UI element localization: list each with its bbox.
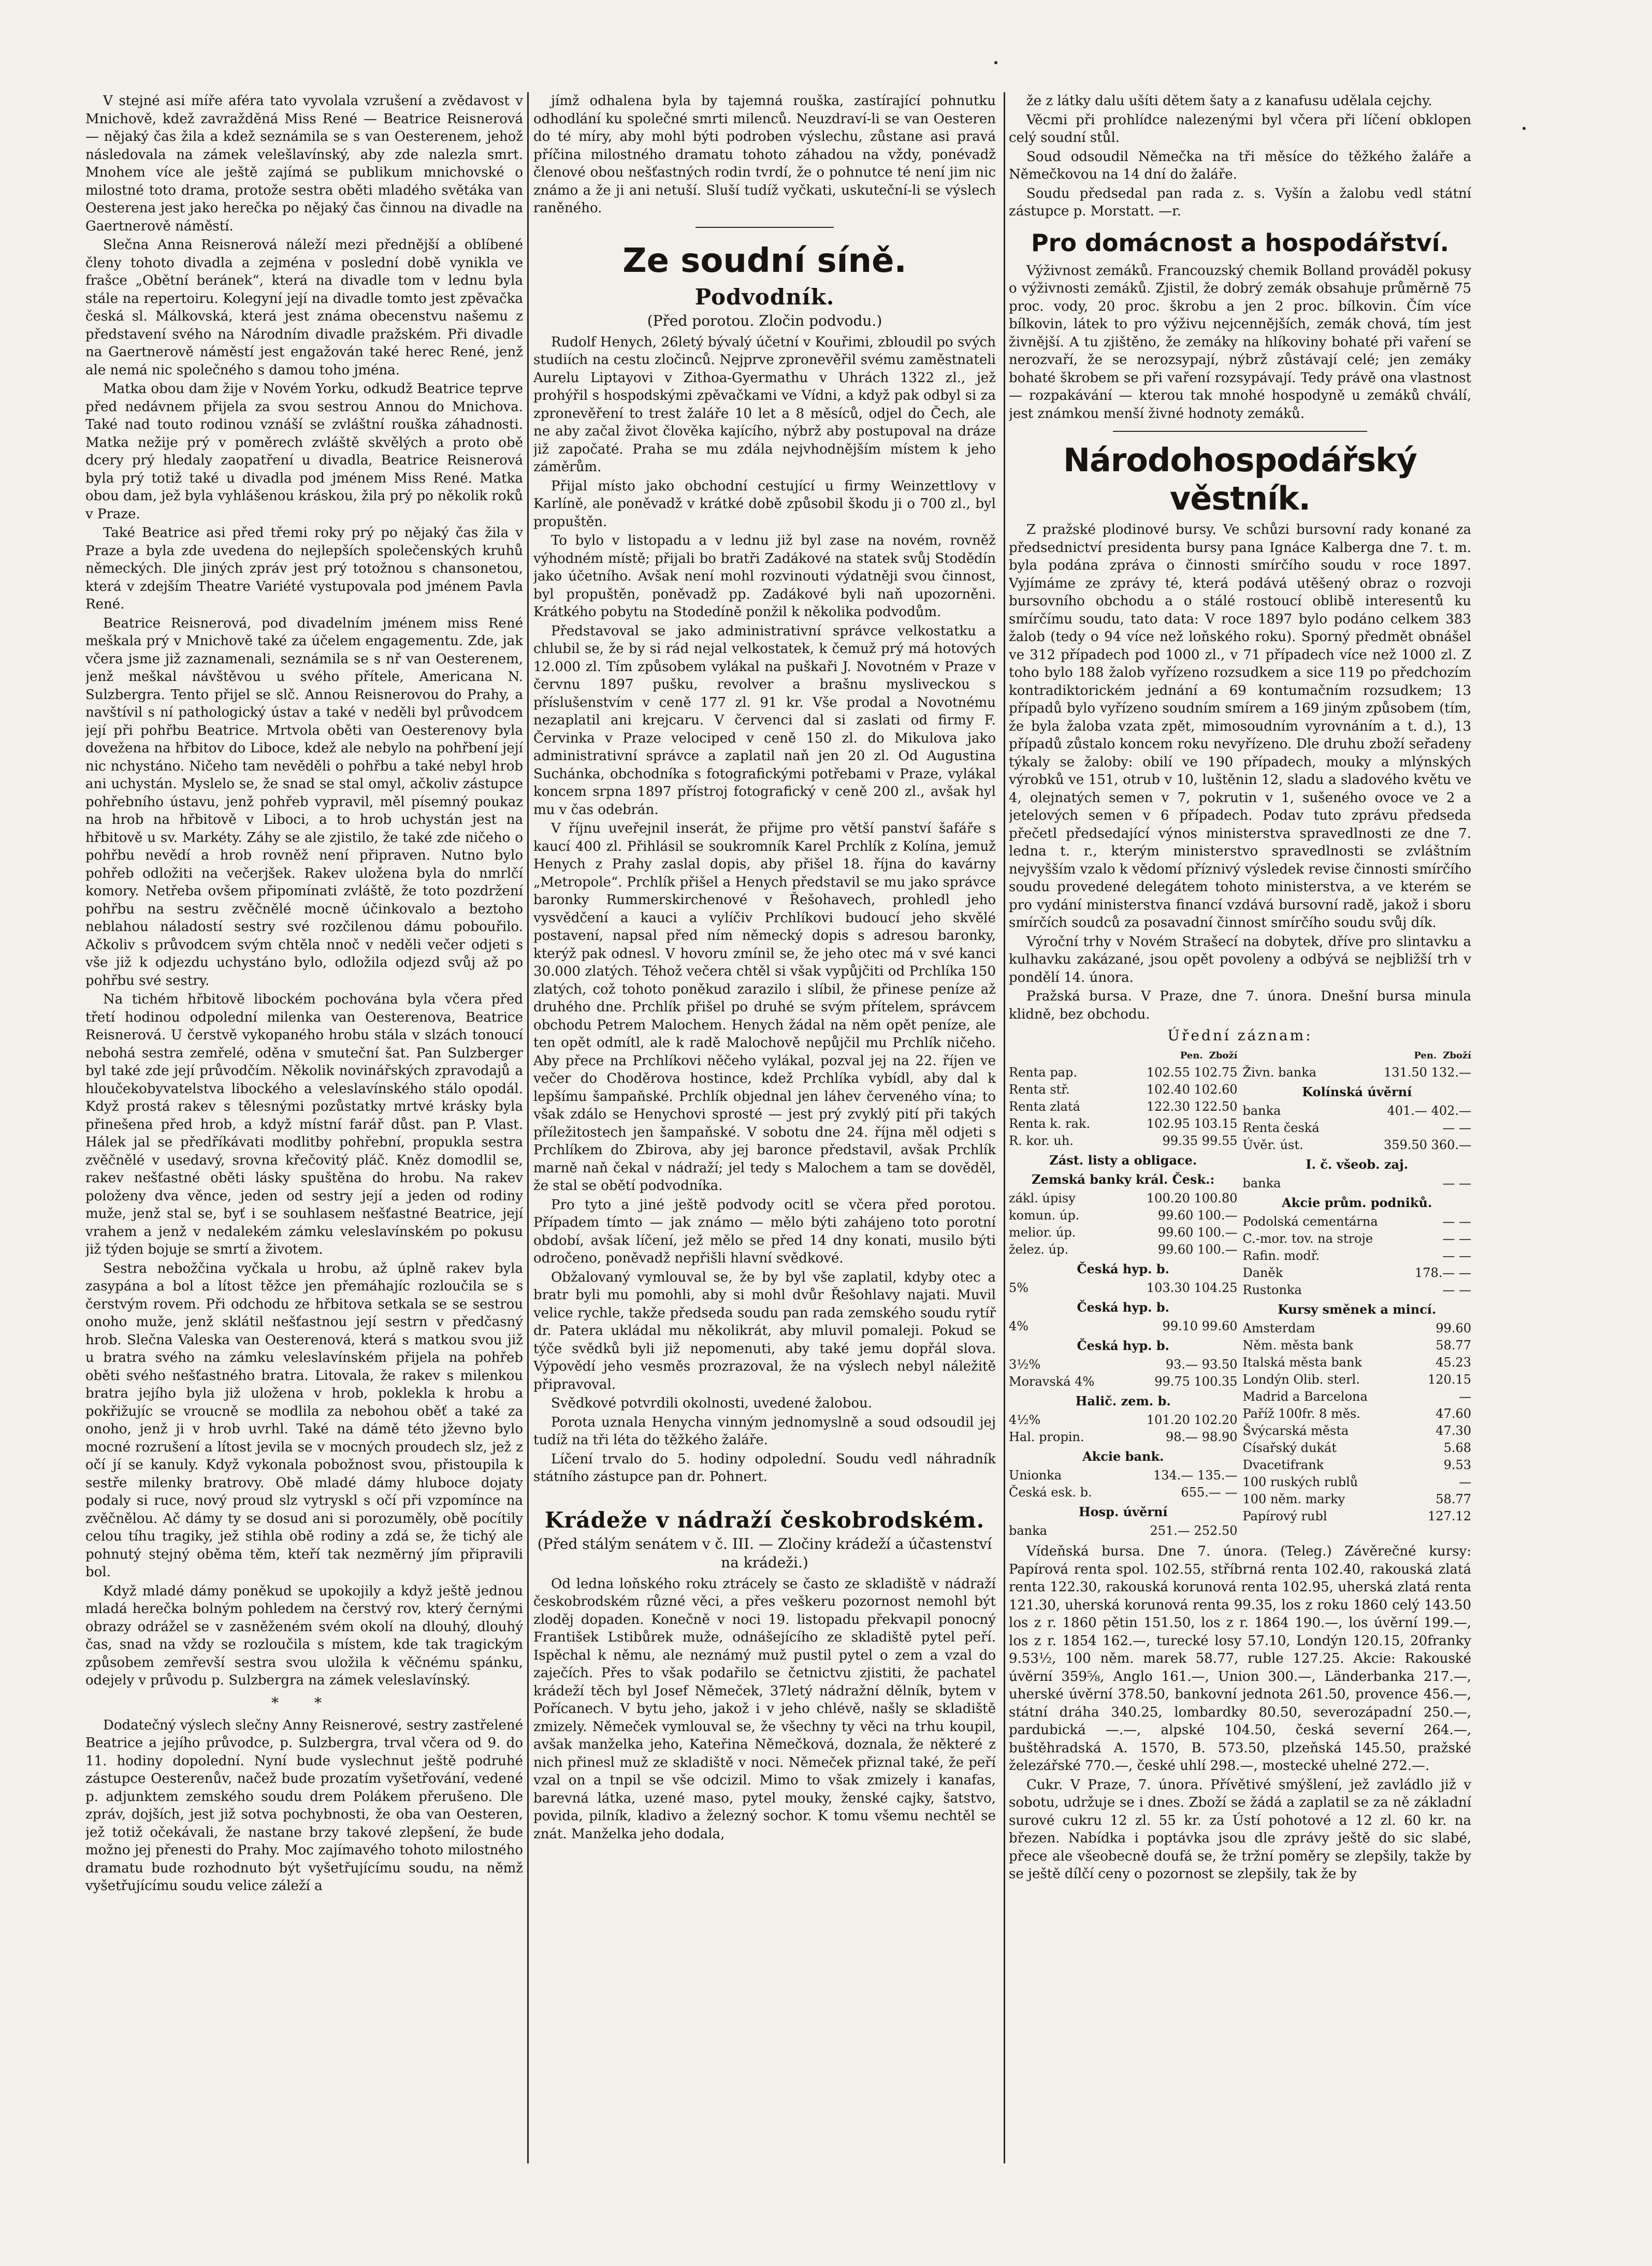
column-header: Zboží [1443, 1050, 1471, 1061]
row-value: — — [1442, 1214, 1471, 1229]
row-label: Dvacetifrank [1242, 1458, 1324, 1472]
row-label: Moravská 4% [1009, 1374, 1095, 1389]
section-title: Ze soudní síně. [622, 241, 907, 280]
table-row [1243, 1102, 1472, 1120]
row-label: Halič. zem. b. [1075, 1393, 1171, 1408]
table-row [1243, 1265, 1472, 1282]
row-value: 99.10 99.60 [1162, 1319, 1238, 1333]
table-header [1009, 1047, 1238, 1064]
table-row [1243, 1474, 1472, 1491]
paragraph: Přijal místo jako obchodní cestující u firmy Weinzettlovy v Karlíně, ale poněvadž v krátké době způsobil škodu ji o 700 zl., byl propuštěn. [533, 478, 996, 530]
row-label: Renta stř. [1009, 1082, 1070, 1097]
table-subheading [1243, 1194, 1472, 1211]
row-label: C.-mor. tov. na stroje [1242, 1231, 1373, 1246]
table-column-left [1009, 1047, 1238, 1539]
row-label: banka [1242, 1103, 1281, 1118]
table-row [1243, 1457, 1472, 1474]
row-value: 99.35 99.55 [1162, 1134, 1238, 1148]
row-label: Amsterdam [1242, 1321, 1315, 1335]
row-label: Unionka [1009, 1468, 1062, 1483]
column-header: Pen. [1180, 1050, 1203, 1061]
paragraph: jímž odhalena byla by tajemná rouška, zastírající pohnutku odhodlání ku společné smrti milenců. Neuzdraví-li se van Oesteren do té míry, aby mohl býti podroben výslechu, zůstane asi pravá příčina milostného dramatu tohoto záhadou na vždy, ponévadž členové obou nešťastných rodin tvrdí, že o pohnutce té není jim nic známo a že ji ani netuší. Sluší tudíž vyčkati, uskuteční-li se výslech raněného. [533, 93, 996, 216]
row-value: 5.68 [1443, 1441, 1471, 1455]
row-label: Rustonka [1242, 1283, 1302, 1297]
paragraph: Vídeňská bursa. Dne 7. února. (Teleg.) Závěrečné kursy: Papírová renta spol. 102.55, stříbrná renta 102.40, rakouská zlatá renta 122.30, rakouská korunová renta 102.95, uherská zlatá renta 121.30, uherská korunová renta 99.35, los z roku 1860 celý 143.50 los z r. 1860 pětin 151.50, los z r. 1864 190.—, los úvěrní 199.—, los z r. 1854 162.—, turecké losy 57.10, Londýn 120.15, 20franky 9.53½, 100 něm. marek 58.77, ruble 127.25. Akcie: Rakouské úvěrní 359⅝, Anglo 161.—, Union 300.—, Länderbanka 217.—, uherské úvěrní 378.50, bankovní jednota 261.50, provence 456.—, státní dráha 340.25, lombardky 80.50, severozápadní 250.—, pardubická —.—, alpské 104.50, česká severní 264.—, buštěhradská A. 1570, B. 573.50, plzeňská 145.50, pražské železářské 770.—, české uhlí 298.—, mostecké uhelné 272.—. [1009, 1544, 1471, 1774]
row-label: Renta zlatá [1009, 1099, 1080, 1114]
paragraph: Beatrice Reisnerová, pod divadelním jménem miss René meškala prý v Mnichově také za účelem engagementu. Zde, jak včera jsme již zaznamenali, seznámila se s nř van Oesterenem, jenž meškal návštěvou u svého přítele, Americana N. Sulzbergra. Tento přijel se slč. Annou Reisnerovou do Prahy, a navštívil s ní pathologický ústav a také v neděli byl průvodcem její při pohřbu Beatrice. Mrtvola oběti van Oesterenovy byla dovežena na hřbitov do Liboce, kdež ale nebylo na pohřbení její nic nchystáno. Ničeho tam nevěděli o pohřbu a také nebyl hrob ani uchystán. Myslelo se, že snad se stal omyl, ačkoliv zástupce pohřebního ústavu, jenž pohřeb vypravil, měl písemný poukaz na hrob na hřbitově v Liboci, a to hrob uchystán jest na hřbitově u sv. Markéty. Záhy se ale zjistilo, že také zde ničeho o pohřbu nevědí a hrob rovněž není připraven. Nutno bylo pohřeb odložiti na večerjšek. Rakev uložena byla do nmrlčí komory. Netřeba ovšem připomínati zvláště, že toto pozdržení pohřbu na sestru zvěčnělé mocně účinkovalo a beztoho neblahou náladostí sestry své rozčilenou dámu pobouřilo. Ačkoliv s průvodcem svým chtěla nnoč v neděli večer odjeti s vše již k odjezdu uchystáno bylo, odložila odjezd svůj až po pohřbu své sestry. [85, 615, 523, 989]
table-row [1009, 1132, 1238, 1150]
section-separator: * * [271, 1694, 337, 1711]
table-row [1009, 1318, 1238, 1335]
table-heading: Úřední záznam: [1167, 1027, 1313, 1044]
table-row [1009, 1429, 1238, 1446]
row-value: 127.12 [1428, 1509, 1471, 1523]
paragraph: Rudolf Henych, 26letý bývalý účetní v Kouřimi, zbloudil po svých studiích na cestu zločinců. Nejprve zpronevěřil svému zaměstnateli Aurelu Liptayovi v Zithoa-Gyermathu v Uhrách 1322 zl., jež prohýřil s hospodskými zpěvačkami ve Vídni, a když pak odbyl si za zpronevěření to trest žaláře 10 let a 8 měsíců, odjel do Čech, ale ne aby začal život člověka kajícího, nýbrž aby postupoval na dráze již započaté. Praha se mu zdála nejvhodnějším místem k jeho záměrům. [533, 334, 996, 475]
paragraph: V říjnu uveřejnil inserát, že přijme pro větší panství šafáře s kaucí 400 zl. Přihlásil se soukromník Karel Prchlík z Kolína, jemuž Henych z Prahy zaslal dopis, aby přišel 18. října do kavárny „Metropole“. Prchlík přišel a Henych představil se mu jako správce baronky Rummerskirchenové v Řešohavech, prohledl jeho vysvědčení a kauci a vylíčiv Prchlíkovi budoucí jeho skvělé postavení, napsal před ním německý dopis s adresou baronky, kterýž pak odnesl. V hovoru zmínil se, že jeho otec má v své kanci 30.000 zlatých. Téhož večera chtěl si však vypůjčiti od Prchlíka 150 zlatých, což tohoto poněkud zarazilo i slíbil, že přinese peníze až druhého dne. Prchlík přišel po druhé se svým přítelem, správcem obchodu Petrem Malochem. Henych žádal na něm opět peníze, ale ten opět odmítl, ale k radě Malochově nepůjčil mu Prchlík ničeho. Aby přece na Prchlíkovi něčeho vylákal, pozval jej na 22. říjen ve večer do Choděrova hostince, kdež Prchlíka vybídl, aby dal k lepšímu šampaňské. Prchlík objednal jen láhev červeného vína; to však zdálo se Henychovi sprosté — jest prý zvyklý pití při takých příležitostech jen šampaňské. V sobotu dne 24. října měl odjeti s Prchlíkem do Zbirova, aby jej baronce představil, avšak Prchlík marně naň čekal v nádraží; jel tedy s Malochem a tam se dověděl, že stal se obětí podvodníka. [533, 821, 996, 1194]
paragraph: Porota uznala Henycha vinným jednomyslně a soud odsoudil jej tudíž na tři léta do těžkého žaláře. [533, 1414, 996, 1448]
table-row [1243, 1405, 1472, 1422]
row-label: Česká hyp. b. [1077, 1300, 1169, 1315]
row-label: Švýcarská města [1242, 1423, 1349, 1438]
article-caption: (Před stálým senátem v č. III. — Zločiny krádeží a účastenství na krádeži.) [537, 1535, 992, 1571]
table-row [1009, 1115, 1238, 1132]
divider [1113, 431, 1367, 432]
table-row [1243, 1064, 1472, 1081]
table-row [1243, 1230, 1472, 1247]
table-subheading [1009, 1503, 1238, 1520]
paragraph: Soud odsoudil Němečka na tři měsíce do těžkého žaláře a Němečkovou na 14 dní do žaláře. [1009, 149, 1471, 182]
column-3 [1009, 92, 1471, 2226]
article-title: Podvodník. [694, 284, 835, 310]
column-header: Pen. [1414, 1050, 1437, 1061]
table-row [1243, 1508, 1472, 1525]
paragraph: Na tichém hřbitově libockém pochována byla včera před třetí hodinou odpolední milenka van Oesterenova, Beatrice Reisnerová. U čerstvě vykopaného hrobu stála v slzách tonoucí nebohá sestra zemřelé, oděna v smuteční šat. Pan Sulzberger byl také zde její průvodčím. Několik novinářských zpravodajů a hloučekobyvatelstva libockého a veleslavínského stálo opodál. Když prostá rakev s tělesnými pozůstatky mrtvé krásky byla přinešena před hrob, a když místní farář důst. pan P. Vlast. Hálek jal se předříkávati modlitby pohřební, propukla sestra zvěčnělé v usedavý, srovna křečovitý pláč. Kněz domodlil se, rakev nešťastné oběti lásky spuštěna do hrobu. Na rakev položeny dva věnce, jeden od sestry její a jeden od rodiny muže, jenž stal se, byť i se souhlasem nešťastné Beatrice, její vrahem a jenž v nedalekém zámku veleslavínském po pokusu již týden bojuje se smrtí a životem. [85, 992, 523, 1257]
row-label: zákl. úpisy [1009, 1191, 1076, 1205]
table-row [1009, 1224, 1238, 1241]
table-subheading [1009, 1448, 1238, 1465]
table-row [1243, 1337, 1472, 1354]
table-row [1243, 1422, 1472, 1440]
paragraph: Výroční trhy v Novém Strašecí na dobytek, dříve pro slintavku a kulhavku zakázané, jsou opět povoleny a odbývá se nejbližší trh v pondělí 14. února. [1009, 934, 1471, 985]
paragraph: Matka obou dam žije v Novém Yorku, odkudž Beatrice teprve před nedávnem přijela za svou sestrou Annou do Mnichova. Také nad touto rodinou vznáší se zvláštní rouška záhadnosti. Matka nežije prý v poměrech zvláště skvělých a proto obě dcery prý hledaly zaopatření u divadla, Beatrice Reisnerová byla prý totiž také u divadla pod jménem Miss René. Matka obou dam, jež byla vyhlášenou kráskou, žila prý po několik roků v Praze. [85, 381, 523, 522]
paragraph: Pražská bursa. V Praze, dne 7. února. Dnešní bursa minula klidně, bez obchodu. [1009, 989, 1471, 1022]
table-row [1243, 1137, 1472, 1154]
row-value: 102.55 102.75 [1146, 1065, 1238, 1080]
row-value: 134.— 135.— [1153, 1468, 1238, 1483]
row-value: 47.30 [1436, 1423, 1471, 1438]
row-value: 98.— 98.90 [1165, 1430, 1238, 1444]
table-row [1009, 1412, 1238, 1429]
row-label: Renta pap. [1009, 1065, 1077, 1080]
row-label: Hosp. úvěrní [1078, 1504, 1168, 1519]
row-label: Podolská cementárna [1242, 1214, 1378, 1229]
row-label: Něm. města bank [1242, 1338, 1354, 1353]
row-label: Česká hyp. b. [1077, 1338, 1169, 1353]
row-label: Zemská banky král. Česk.: [1032, 1172, 1215, 1187]
table-subheading [1243, 1156, 1472, 1173]
table-row [1243, 1388, 1472, 1405]
row-label: Papírový rubl [1242, 1509, 1327, 1523]
table-row [1009, 1467, 1238, 1484]
row-value: — — [1442, 1283, 1471, 1297]
paragraph: Dodatečný výslech slečny Anny Reisnerové, sestry zastřelené Beatrice a jejího průvodce, p. Sulzbergra, trval včera od 9. do 11. hodiny dopolední. Nyní bude vyslechnut ještě podruhé zástupce Oesterenův, načež bude prozatím vyšetřování, vedené p. adjunktem zemského soudu drem Polákem přerušeno. Dle zpráv, dojších, jest již sotva pochybnosti, že oba van Oesteren, jež totiž očekávali, že nastane brzy takové zlepšení, že bude možno jej přenesti do Prahy. Moc zajímavého tohoto milostného dramatu bude rozhodnuto být vyšetřujícímu soudu, na němž vyšetřujícímu soudu velice záleží a [85, 1717, 523, 1894]
row-label: Akcie prům. podniků. [1282, 1195, 1432, 1210]
paragraph: Výživnost zemáků. Francouzský chemik Bolland prováděl pokusy o výživnosti zemáků. Zjistil, že dobrý zemák obsahuje průměrně 75 proc. vody, 20 proc. škrobu a jen 2 proc. bílkovin. Čím více bílkovin, látek to pro výživu nejcennějších, zemák chová, tím jest živnější. A tu zjištěno, že zemáky na hlíkoviny bohaté při vaření se nerozvaří, že se nerozsypají, nýbrž zůstávají celé; jen zemáky bohaté škrobem se při vaření rozsypávají. Tedy právě ona vlastnost — rozpakávání — kterou tak mnohé hospodyně u zemáků chválí, jest známkou menší živné hodnoty zemáků. [1009, 263, 1471, 422]
table-row [1243, 1491, 1472, 1508]
table-row [1009, 1241, 1238, 1258]
row-label: R. kor. uh. [1009, 1134, 1074, 1148]
row-value: 131.50 132.— [1383, 1065, 1471, 1080]
table-row [1009, 1190, 1238, 1207]
row-label: Kolínská úvěrní [1302, 1084, 1412, 1099]
table-row [1009, 1484, 1238, 1501]
row-value: 359.50 360.— [1383, 1138, 1471, 1152]
row-label: 5% [1009, 1281, 1029, 1295]
row-label: Akcie bank. [1082, 1449, 1164, 1464]
row-label: Renta k. rak. [1009, 1116, 1091, 1131]
row-label: banka [1242, 1176, 1281, 1190]
table-row [1009, 1522, 1238, 1539]
row-value: 99.60 100.— [1157, 1208, 1238, 1223]
row-value: 58.77 [1436, 1338, 1471, 1353]
row-label: 3½% [1009, 1357, 1041, 1372]
row-value: 99.60 [1436, 1321, 1471, 1335]
paragraph: Také Beatrice asi před třemi roky prý po nějaký čas žila v Praze a byla zde uvedena do nejlepších společenských kruhů německých. Dle jiných zpráv jest prý totožnou s chansonetou, která v zdejším Theatre Variété vystupovala pod jménem Pavla René. [85, 525, 523, 612]
row-label: Madrid a Barcelona [1242, 1389, 1368, 1404]
column-2 [533, 92, 996, 2226]
section-title: Národohospodářský věstník. [1063, 441, 1417, 517]
table-header [1243, 1047, 1472, 1064]
row-value: 102.40 102.60 [1146, 1082, 1238, 1097]
table-row [1009, 1356, 1238, 1373]
paragraph: Cukr. V Praze, 7. února. Přívětivé smýšlení, jež zavládlo již v sobotu, udržuje se i dnes. Zboží se žádá a zaplatil se za ně základní surové cukru 12 zl. 55 kr. za Ústí pohotové a 12 zl. 60 kr. na březen. Nabídka i poptávka jsou dle zprávy ještě do sic slabé, přece ale všeobecně doufá se, že tržní poměry se zlepšily, takže by se ještě dílčí ceny o pozornost se zlepšily, tak že by [1009, 1777, 1471, 1882]
table-row [1243, 1320, 1472, 1337]
table-row [1009, 1373, 1238, 1390]
row-value: 100.20 100.80 [1146, 1191, 1238, 1205]
table-row [1243, 1371, 1472, 1388]
paragraph: Věcmi při prohlídce nalezenými byl včera při líčení obklopen celý soudní stůl. [1009, 112, 1471, 146]
row-label: Úvěr. úst. [1242, 1138, 1303, 1152]
table-row [1009, 1280, 1238, 1297]
row-label: Hal. propin. [1009, 1430, 1084, 1444]
row-label: Česká hyp. b. [1077, 1261, 1169, 1276]
row-label: melior. úp. [1009, 1225, 1076, 1240]
row-value: 120.15 [1428, 1372, 1471, 1387]
row-label: banka [1009, 1523, 1047, 1538]
row-value: — [1459, 1389, 1471, 1404]
row-label: Rafin. modř. [1242, 1248, 1320, 1263]
table-row [1009, 1081, 1238, 1098]
row-label: Paříž 100fr. 8 měs. [1242, 1406, 1360, 1421]
row-value: 102.95 103.15 [1146, 1116, 1238, 1131]
row-label: 4½% [1009, 1413, 1041, 1427]
row-value: 58.77 [1436, 1492, 1471, 1506]
table-row [1243, 1175, 1472, 1192]
paragraph: Soudu předsedal pan rada z. s. Vyšín a žalobu vedl státní zástupce p. Morstatt. —r. [1009, 185, 1471, 219]
row-value: 122.30 122.50 [1146, 1099, 1238, 1114]
table-subheading [1009, 1392, 1238, 1410]
row-label: komun. úp. [1009, 1208, 1080, 1223]
paragraph: Svědkové potvrdili okolnosti, uvedené žalobou. [551, 1396, 873, 1411]
table-row [1243, 1247, 1472, 1265]
table-subheading [1243, 1083, 1472, 1100]
row-value: 401.— 402.— [1387, 1103, 1471, 1118]
column-divider [1004, 92, 1005, 2163]
row-label: Londýn Olib. sterl. [1242, 1372, 1360, 1387]
row-value: 45.23 [1436, 1355, 1471, 1370]
paragraph: Pro tyto a jiné ještě podvody ocitl se včera před porotou. Případem tímto — jak známo — mělo býti zahájeno toto porotní období, avšak líčení, jež mělo se před 14 dny konati, musilo býti odročeno, poněvadž nepřišli hlavní svědkové. [533, 1197, 996, 1266]
column-1 [85, 92, 523, 2226]
row-value: — — [1442, 1231, 1471, 1246]
row-value: 103.30 104.25 [1146, 1281, 1238, 1295]
row-label: Živn. banka [1242, 1065, 1317, 1080]
paragraph: Z pražské plodinové bursy. Ve schůzi bursovní rady konané za předsednictví presidenta bursy pana Ignáce Kalberga dne 7. t. m. byla podána zpráva o činnosti smírčího soudu v roce 1897. Vyjímáme ze zprávy té, která podává utěšený obraz o rozvoji bursovního obchodu a o stálé rostoucí oblibě interesentů ku smírčímu soudu, tato data: V roce 1897 bylo podáno celkem 383 žalob (tedy o 94 více než loňského roku). Sporný předmět obnášel ve 312 případech pod 1000 zl., v 71 případech více než 1000 zl. Z toho bylo 188 žalob vyřízeno rozsudkem a sice 119 po předchozím kontradiktorickém jednání a 69 kontumačním rozsudkem; 13 případů bylo vyřízeno soudním smírem a 169 jiným způsobem (tím, že byla žaloba vzata zpět, mimosoudním vyrovnáním a t. d.), 13 případů zůstalo koncem roku nevyřízeno. Dle druhu zboží seřadeny týkaly se žaloby: obilí ve 190 případech, mouky a mlýnských výrobků ve 151, otrub v 10, luštěnin 12, sladu a sladového květu ve 4, olejnatých semen v 7, pokrutin v 1, sušeného ovoce ve 2 a jetelových semen v 6 případech. Podav tuto zprávu předseda přečetl předsedající výnos ministerstva spravedlnosti ze dne 7. ledna t. r., kterým ministerstvo spravedlnosti se zvláštním nejvyšším vzalo k vědomí příznivý výsledek revise činnosti smírčího soudu provedené delegátem tohoto ministerstva, a ve kterém se pro vydání ministerstva financí vzdává bursovní radě, jakož i sboru smírčích soudců za posavadní činnost smírčího soudu svůj dík. [1009, 522, 1471, 931]
exchange-rate-table [1009, 1047, 1471, 1539]
column-divider [527, 92, 529, 2163]
paragraph: To bylo v listopadu a v lednu již byl zase na novém, rovněž výhodném místě; přijali bo bratři Zadákové na statek svůj Stodědín jako účetního. Avšak není mohl rozvinouti výdatněji svou činnost, byl propuštěn, poněvadž pp. Zadákové byli naň upozorněni. Krátkého pobytu na Stodedíně ponžil k několika podvodům. [533, 533, 996, 620]
row-value: — — [1442, 1121, 1471, 1135]
row-value: 251.— 252.50 [1150, 1523, 1238, 1538]
table-row [1243, 1213, 1472, 1230]
row-label: 100 něm. marky [1242, 1492, 1345, 1506]
row-label: želez. úp. [1009, 1242, 1069, 1257]
table-subheading [1243, 1301, 1472, 1318]
row-label: I. č. všeob. zaj. [1306, 1157, 1409, 1172]
row-value: 99.60 100.— [1157, 1225, 1238, 1240]
article-title: Krádeže v nádraží českobrodském. [544, 1507, 985, 1533]
row-label: Zást. listy a obligace. [1049, 1153, 1197, 1168]
table-subheading [1009, 1337, 1238, 1354]
paragraph: Sestra nebožčina vyčkala u hrobu, až úplně rakev byla zasypána a bol a lítost těžce jen přemáhajíc rozloučila se s čerstvým rovem. Při odchodu ze hřbitova setkala se se sestrou onoho muže, jenž sklátil nešťastnou její sestrn v předčasný hrob. Slečna Valeska van Oesterenová, která s matkou svou již u bratra svého na zámku veleslavínském přijela na pohřeb oběti svého nešťastného bratra. Litovala, že rakev s milenkou bratra jejího byla již uložena v hrob, poklekla k hrobu a pokřižujíc se vroucně se modlila za nebohou oběť a také za onoho, jenž ji v hrob uvrhl. Také na dámě této jževno bylo mocné rozrušení a lítost jevila se v mocných proudech slz, jež z očí jí se kanuly. Když vykonala pobožnost svou, přistoupila k sestře milenky bratrovy. Obě mladé dámy hluboce dojaty podaly si ruce, nový proud slz vytryskl s očí při vzpomínce na zvěčnělou. Ač dámy ty se dosud ani si porozuměly, obě pocítily celou tíhu tragiky, jež stihla obě rodiny a zdá se, že tichý ale pohnutý stejný oběma těm, kteří tak nezměrný jím připravili bol. [85, 1260, 523, 1580]
row-value: — [1459, 1475, 1471, 1489]
paragraph: Obžalovaný vymlouval se, že by byl vše zaplatil, kdyby otec a bratr byli mu pomohli, aby si mohl dvůr Řešohlavy najati. Muvil velice rychle, takže předseda soudu pan rada zemského soudu rytíř dr. Patera ukládal mu několikrát, aby mluvil pomaleji. Pokud se týče svědků byli již nepomenuti, aby také jemu dopřál slova. Výpovědí jeho vesměs prozrazoval, že na výslech nebyl náležitě připravoval. [533, 1269, 996, 1392]
column-header: Zboží [1209, 1050, 1238, 1061]
paragraph: Když mladé dámy poněkud se upokojily a když ještě jednou mladá herečka bolným pohledem na čerstvý rov, který černými obrazy odrážel se v zasněženém svém okolí na dlouhý, dlouhý čas, snad na vždy se rozloučila s místem, kde tak tragickým způsobem zemřevší sestra svou uložila k věčnému spánku, odejely v průvodu p. Sulzbergra na zámek veleslavínský. [85, 1583, 523, 1688]
paragraph: Představoval se jako administrativní správce velkostatku a chlubil se, že by si rád nejal velkostatek, k čemuž prý má hotových 12.000 zl. Tím způsobem vylákal na puškaři J. Novotném v Praze v červnu 1897 pušku, revolver a brašnu mysliveckou s příslušenstvím v ceně 177 zl. 91 kr. Vše prodal a Novotnému nezaplatil ani krejcaru. V červenci dal si zaslati od firmy F. Červinka v Praze velociped v ceně 150 zl. do Mikulova jako administrativní správce a zaplatil naň jen 20 zl. Od Augustina Suchánka, obchodníka s fotografickými potřebami v Praze, vylákal koncem srpna 1897 přístroj fotografický v ceně 200 zl., avšak hyl mu v čas odebrán. [533, 623, 996, 818]
paragraph: Líčení trvalo do 5. hodiny odpolední. Soudu vedl náhradník státního zástupce pan dr. Pohnert. [533, 1451, 996, 1485]
table-row [1009, 1064, 1238, 1081]
print-mark [1523, 127, 1526, 130]
table-row [1243, 1354, 1472, 1371]
paragraph: Od ledna loňského roku ztrácely se často ze skladiště v nádraží českobrodském různé věci, a přes veškeru pozornost nemohl být zloděj dopaden. Konečně v noci 19. listopadu překvapil ponocný František Lstibůrek muže, odnášejícího ze skladiště pytel peří. Ispěchal k němu, ale neznámý muž pustil pytel o zem a vzal do zaječích. Přes to však podařilo se četnictvu zjistiti, že pachatel krádeží těch byl Josef Němeček, 37letý nádražní dělník, bytem v Pořícanech. V bytu jeho, jakož i v jeho chlévě, našly se skladiště zmizely. Němeček vymlouval se, že všechny ty věci na trhu koupil, avšak manželka jeho, Kateřina Němečková, doznala, že některé z nich přinesl muž ze skladiště v noci. Němeček přiznal také, že peří vzal on a tnpil se vše odcizil. Mimo to však zmizely i kanafas, barevná látka, uzené maso, pytel mouky, ženské cajky, šatstvo, povida, pilník, kladivo a železný sochor. K tomu všemu nechtěl se znát. Manželka jeho dodala, [533, 1576, 996, 1842]
row-label: 100 ruských rublů [1242, 1475, 1358, 1489]
row-label: Česká esk. b. [1009, 1485, 1092, 1500]
row-value: 99.75 100.35 [1154, 1374, 1238, 1389]
row-value: 99.60 100.— [1157, 1242, 1238, 1257]
row-value: 93.— 93.50 [1165, 1357, 1238, 1372]
table-subheading [1009, 1152, 1238, 1169]
paragraph: V stejné asi míře aféra tato vyvolala vzrušení a zvědavost v Mnichově, kdež zavražděná Miss René — Beatrice Reisnerová — nějaký čas žila a kdež seznámila se s van Oesterenem, jehož následovala na zámek velešlavínský, aby zde nalezla smrt. Mnohem více ale ještě zajímá se publikum mnichovské o milostné toto drama, protože sestra oběti mladého světáka van Oesterena jest jako herečka po nějaký čas činnou na divadle na Gaertnerově náměstí. [85, 93, 523, 234]
row-value: 47.60 [1436, 1406, 1471, 1421]
row-label: Kursy směnek a mincí. [1278, 1302, 1437, 1317]
row-label: Italská města bank [1242, 1355, 1362, 1370]
table-row [1009, 1098, 1238, 1115]
table-subheading [1009, 1171, 1238, 1188]
row-label: Renta česká [1242, 1121, 1320, 1135]
section-title: Pro domácnost a hospodářství. [1031, 228, 1450, 257]
row-value: 655.— — [1181, 1485, 1238, 1500]
table-subheading [1009, 1260, 1238, 1277]
divider [695, 227, 834, 228]
row-value: 9.53 [1443, 1458, 1471, 1472]
row-label: Daněk [1242, 1266, 1283, 1280]
article-caption: (Před porotou. Zločin podvodu.) [647, 312, 882, 329]
row-value: 101.20 102.20 [1146, 1413, 1238, 1427]
table-row [1009, 1207, 1238, 1224]
table-column-right [1243, 1047, 1472, 1539]
row-value: — — [1442, 1248, 1471, 1263]
table-row [1243, 1440, 1472, 1457]
paragraph: že z látky dalu ušíti dětem šaty a z kanafusu udělala cejchy. [1026, 93, 1432, 109]
row-label: 4% [1009, 1319, 1029, 1333]
row-value: — — [1442, 1176, 1471, 1190]
row-value: 178.— — [1414, 1266, 1471, 1280]
print-mark [994, 61, 997, 64]
table-subheading [1009, 1299, 1238, 1316]
paragraph: Slečna Anna Reisnerová náleží mezi přednější a oblíbené členy tohoto divadla a zejména v poslední době vynikla ve frašce „Obětní beránek“, která na divadle tom v lednu byla stále na repertoiru. Kolegyní její na divadle tomto jest zpěvačka česká sl. Málkovská, která jest známa obecenstvu našemu z představení svého na Národním divadle pražském. Při divadle na Gaertnerově náměstí jest engažován také herec René, jenž ale nemá nic společného s damou toho jména. [85, 237, 523, 378]
table-row [1243, 1282, 1472, 1299]
row-label: Císařský dukát [1242, 1441, 1337, 1455]
table-row [1243, 1120, 1472, 1137]
